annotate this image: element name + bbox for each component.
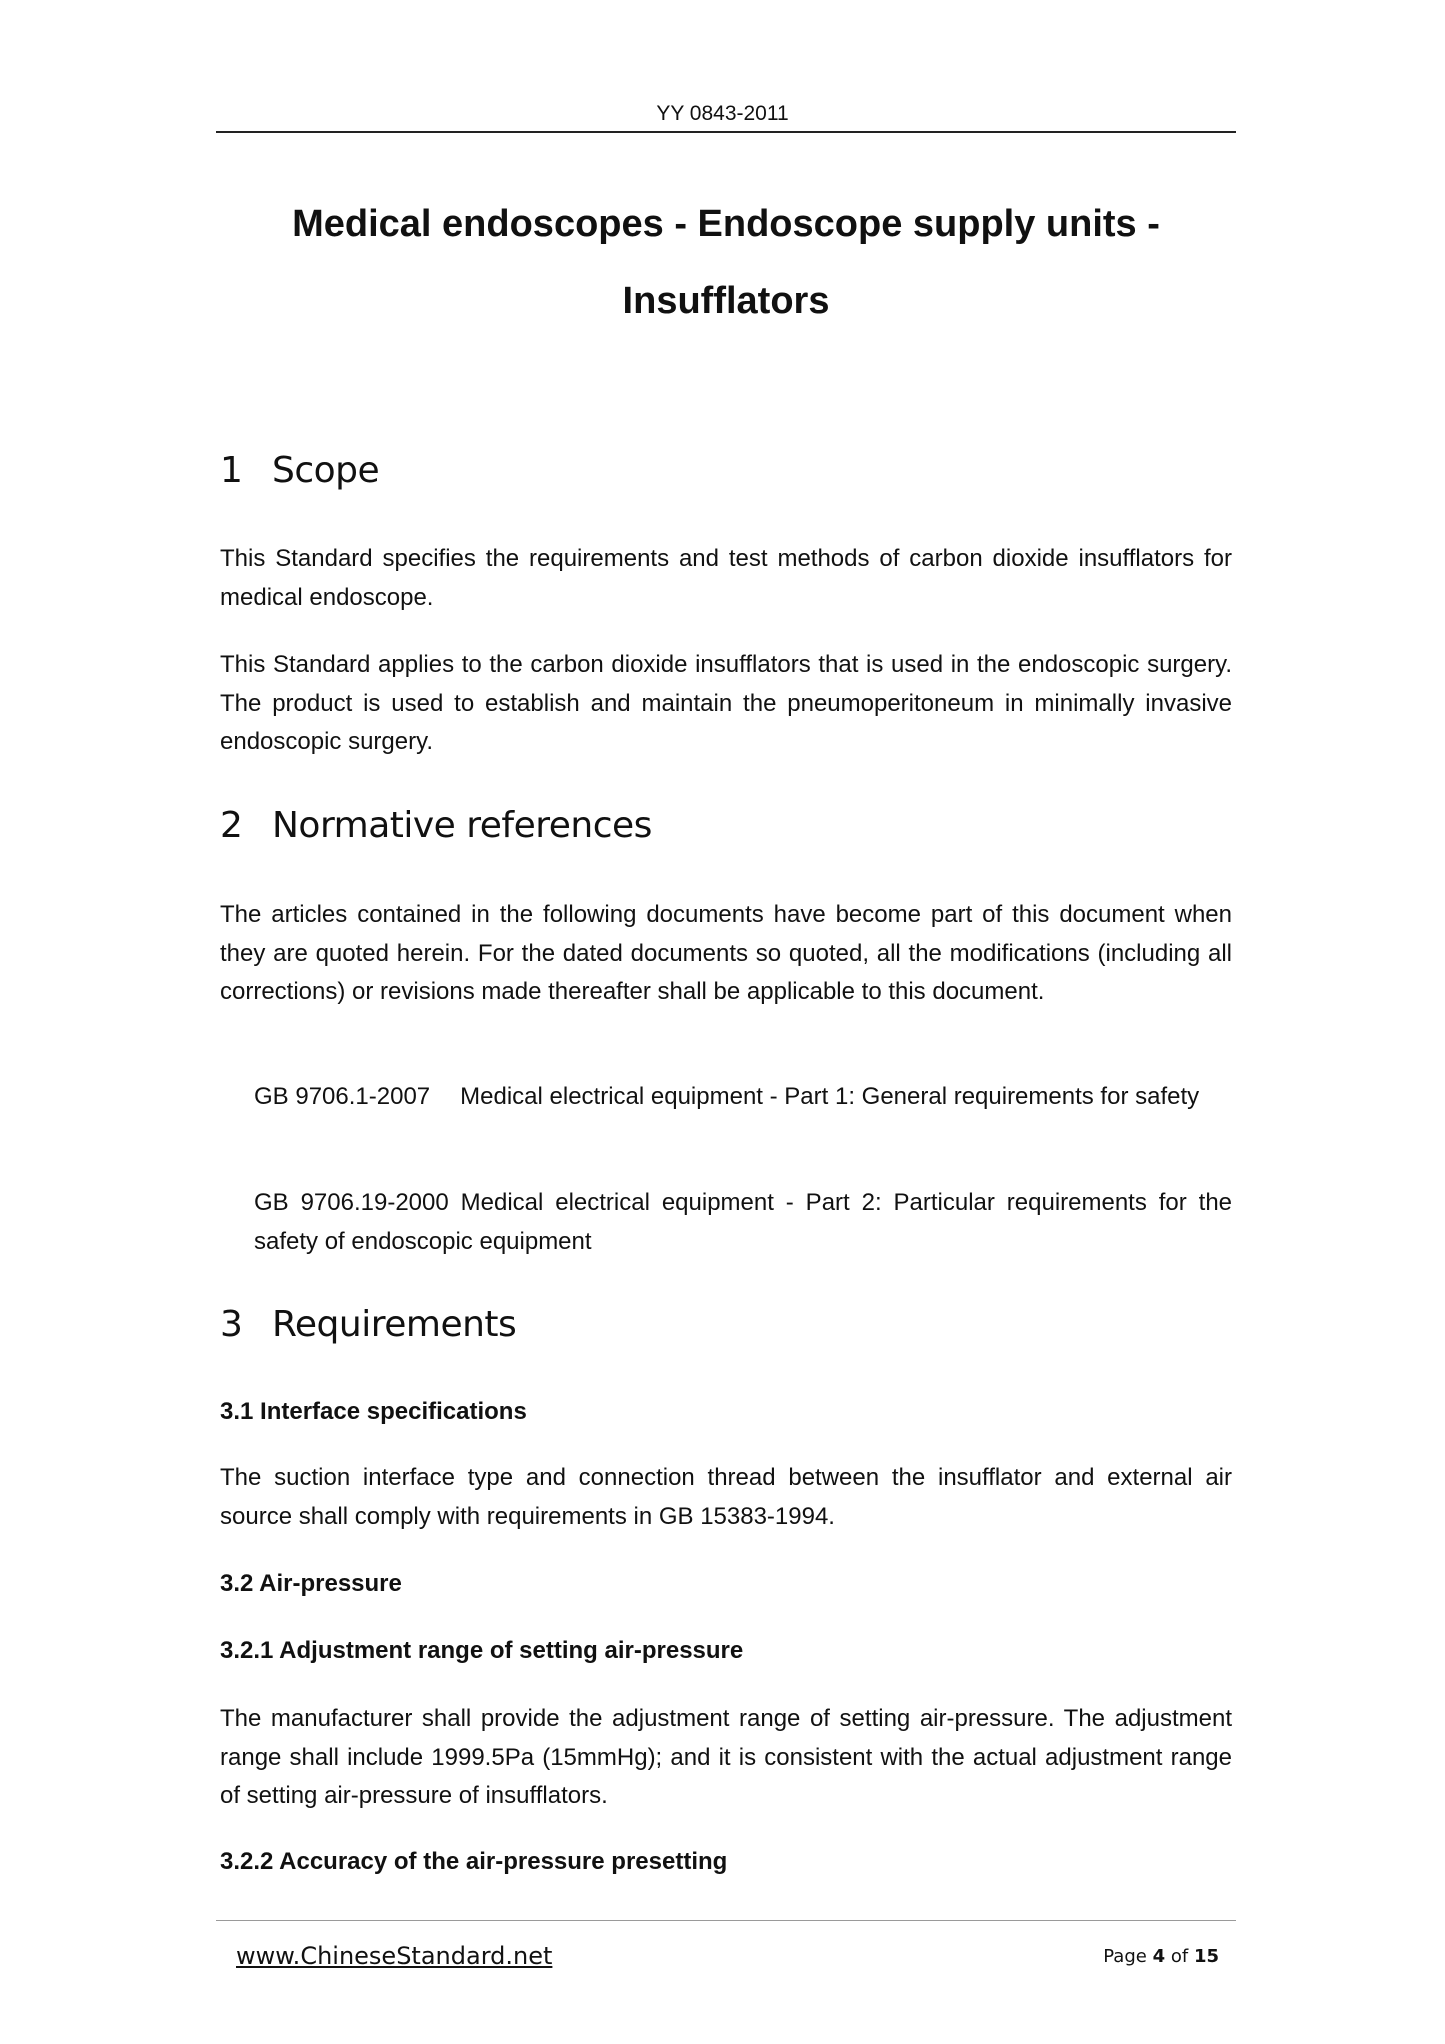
reference-title: Medical electrical equipment - Part 2: Particular requirements for the safety of endoscopic equipment	[254, 1189, 1233, 1255]
section-title: Normative references	[272, 805, 652, 846]
interface-paragraph: The suction interface type and connection thread between the insufflator and external air source shall comply with requirements in GB 15383-1994.	[220, 1464, 1232, 1530]
subheading-air-pressure: 3.2 Air-pressure	[220, 1570, 402, 1597]
section-title: Requirements	[272, 1304, 517, 1345]
document-title	[216, 186, 1236, 340]
section-number: 2	[220, 805, 243, 846]
normative-reference-item	[254, 1078, 1232, 1117]
subheading-presetting-accuracy: 3.2.2 Accuracy of the air-pressure presetting	[220, 1848, 728, 1875]
page-number	[1103, 1946, 1219, 1967]
footer-divider	[216, 1920, 1236, 1921]
reference-code: GB 9706.19-2000	[254, 1189, 449, 1216]
header-divider	[216, 131, 1236, 133]
section-title: Scope	[272, 450, 380, 491]
document-code-header: YY 0843-2011	[656, 102, 789, 125]
document-title-line-1: Medical endoscopes - Endoscope supply units -	[292, 203, 1160, 245]
adjustment-range-paragraph: The manufacturer shall provide the adjustment range of setting air-pressure. The adjustment range shall include 1999.5Pa (15mmHg); and it is consistent with the actual adjustment range of setting air-pressure of insufflators.	[220, 1705, 1232, 1809]
subheading-interface-specifications: 3.1 Interface specifications	[220, 1398, 527, 1425]
section-number: 3	[220, 1304, 243, 1345]
normative-paragraph: The articles contained in the following documents have become part of this document when they are quoted herein. For the dated documents so quoted, all the modifications (including all corrections) or revisions made thereafter shall be applicable to this document.	[220, 901, 1232, 1005]
section-heading-scope	[220, 450, 379, 491]
scope-paragraph-2: This Standard applies to the carbon dioxide insufflators that is used in the endoscopic surgery. The product is used to establish and maintain the pneumoperitoneum in minimally invasive endoscopic surgery.	[220, 651, 1232, 755]
reference-title: Medical electrical equipment - Part 1: General requirements for safety	[460, 1083, 1200, 1110]
section-number: 1	[220, 450, 243, 491]
subheading-adjustment-range: 3.2.1 Adjustment range of setting air-pressure	[220, 1637, 744, 1664]
footer-website-link[interactable]: www.ChineseStandard.net	[236, 1942, 553, 1970]
section-heading-normative-references	[220, 805, 652, 846]
page-label: Page	[1103, 1946, 1147, 1967]
page-current: 4	[1152, 1946, 1166, 1967]
page-total: 15	[1193, 1946, 1219, 1967]
page-of-label: of	[1170, 1946, 1189, 1967]
normative-reference-item	[254, 1184, 1232, 1261]
section-heading-requirements	[220, 1304, 516, 1345]
scope-paragraph-1: This Standard specifies the requirements and test methods of carbon dioxide insufflators for medical endoscope.	[220, 545, 1232, 611]
reference-code: GB 9706.1-2007	[254, 1083, 431, 1110]
document-title-line-2: Insufflators	[622, 280, 830, 322]
